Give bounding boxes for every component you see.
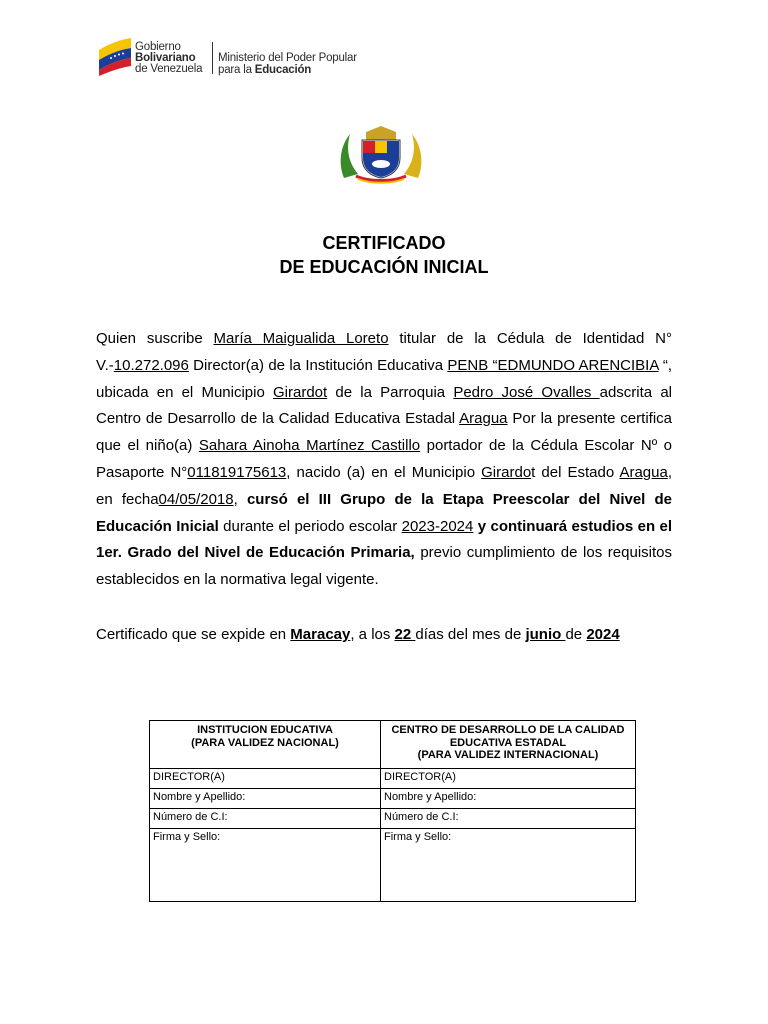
birth-municipality: Girardo <box>481 463 532 481</box>
course-statement: cursó el III Grupo de la Etapa Preescolar del Nivel de Educación Inicial <box>96 490 673 535</box>
table-row <box>150 769 636 789</box>
issue-year: 2024 <box>586 626 620 643</box>
right-name-cell: Nombre y Apellido: <box>381 789 636 809</box>
signer-id: 10.272.096 <box>113 356 189 374</box>
national-validity-header: INSTITUCION EDUCATIVA (PARA VALIDEZ NACIONAL) <box>150 721 381 769</box>
table-row <box>150 789 636 809</box>
government-logo <box>97 36 367 78</box>
issue-city: Maracay <box>290 626 351 643</box>
document-title-line-2: DE EDUCACIÓN INICIAL <box>279 257 489 277</box>
certificate-body: Quien suscribe María Maigualida Loreto titular de la Cédula de Identidad N° V.-10.272.096 Director(a) de la Institución Educativa PENB “EDMUNDO ARENCIBIA “, ubicada en el Municipio Girardot de la Parroquia Pedro José Ovalles adscrita al Centro de Desarrollo de la Calidad Educativa Estadal Aragua Por la presente certifica que el niño(a) Sahara Ainoha Martínez Castillo portador de la Cédula Escolar Nº o Pasaporte N°011819175613, nacido (a) en el Municipio Girardot del Estado Aragua, en fecha04/05/2018, cursó el III Grupo de la Etapa Preescolar del Nivel de Educación Inicial durante el periodo escolar 2023-2024 y continuará estudios en el 1er. Grado del Nivel de Educación Primaria, previo cumplimiento de los requisitos establecidos en la normativa legal vigente. <box>96 330 673 589</box>
institution-name: PENB “EDMUNDO ARENCIBIA <box>447 356 659 374</box>
left-name-cell: Nombre y Apellido: <box>150 789 381 809</box>
birth-date: 04/05/2018 <box>158 490 234 508</box>
parish: Pedro José Ovalles <box>453 383 600 401</box>
state-center: Aragua <box>459 410 508 428</box>
ministry-line-2: para la Educación <box>218 64 312 76</box>
document-title-line-1: CERTIFICADO <box>322 233 446 253</box>
issue-line: Certificado que se expide en Maracay, a los 22 días del mes de junio de 2024 <box>96 626 620 643</box>
ministry-name <box>218 52 357 76</box>
ministry-line-1: Ministerio del Poder Popular <box>218 52 357 64</box>
birth-state: Aragua <box>619 463 668 481</box>
issue-month: junio <box>525 626 566 643</box>
right-id-cell: Número de C.I: <box>381 809 636 829</box>
school-period: 2023-2024 <box>401 517 474 535</box>
issue-day: 22 <box>394 626 416 643</box>
continuation-statement: y continuará estudios en el 1er. Grado del Nivel de Educación Primaria, <box>96 517 672 562</box>
child-id: 011819175613 <box>187 463 287 481</box>
venezuela-flag-icon <box>97 36 133 78</box>
gov-line-2: Bolivariano <box>135 52 196 64</box>
municipality: Girardot <box>273 383 328 401</box>
gov-line-1: Gobierno <box>135 41 181 53</box>
child-name: Sahara Ainoha Martínez Castillo <box>198 437 421 455</box>
gov-line-3: de Venezuela <box>135 63 203 75</box>
international-validity-header: CENTRO DE DESARROLLO DE LA CALIDAD EDUCATIVA ESTADAL (PARA VALIDEZ INTERNACIONAL) <box>381 721 636 769</box>
left-director-cell: DIRECTOR(A) <box>150 769 381 789</box>
signature-table <box>149 720 636 902</box>
signer-name: María Maigualida Loreto <box>213 330 389 347</box>
logo-divider <box>212 42 213 74</box>
table-row <box>150 809 636 829</box>
left-signature-cell: Firma y Sello: <box>150 829 381 902</box>
table-row <box>150 829 636 902</box>
left-id-cell: Número de C.I: <box>150 809 381 829</box>
coat-of-arms-icon <box>336 120 426 184</box>
government-name <box>135 42 202 75</box>
table-header-row <box>150 721 636 769</box>
right-signature-cell: Firma y Sello: <box>381 829 636 902</box>
right-director-cell: DIRECTOR(A) <box>381 769 636 789</box>
